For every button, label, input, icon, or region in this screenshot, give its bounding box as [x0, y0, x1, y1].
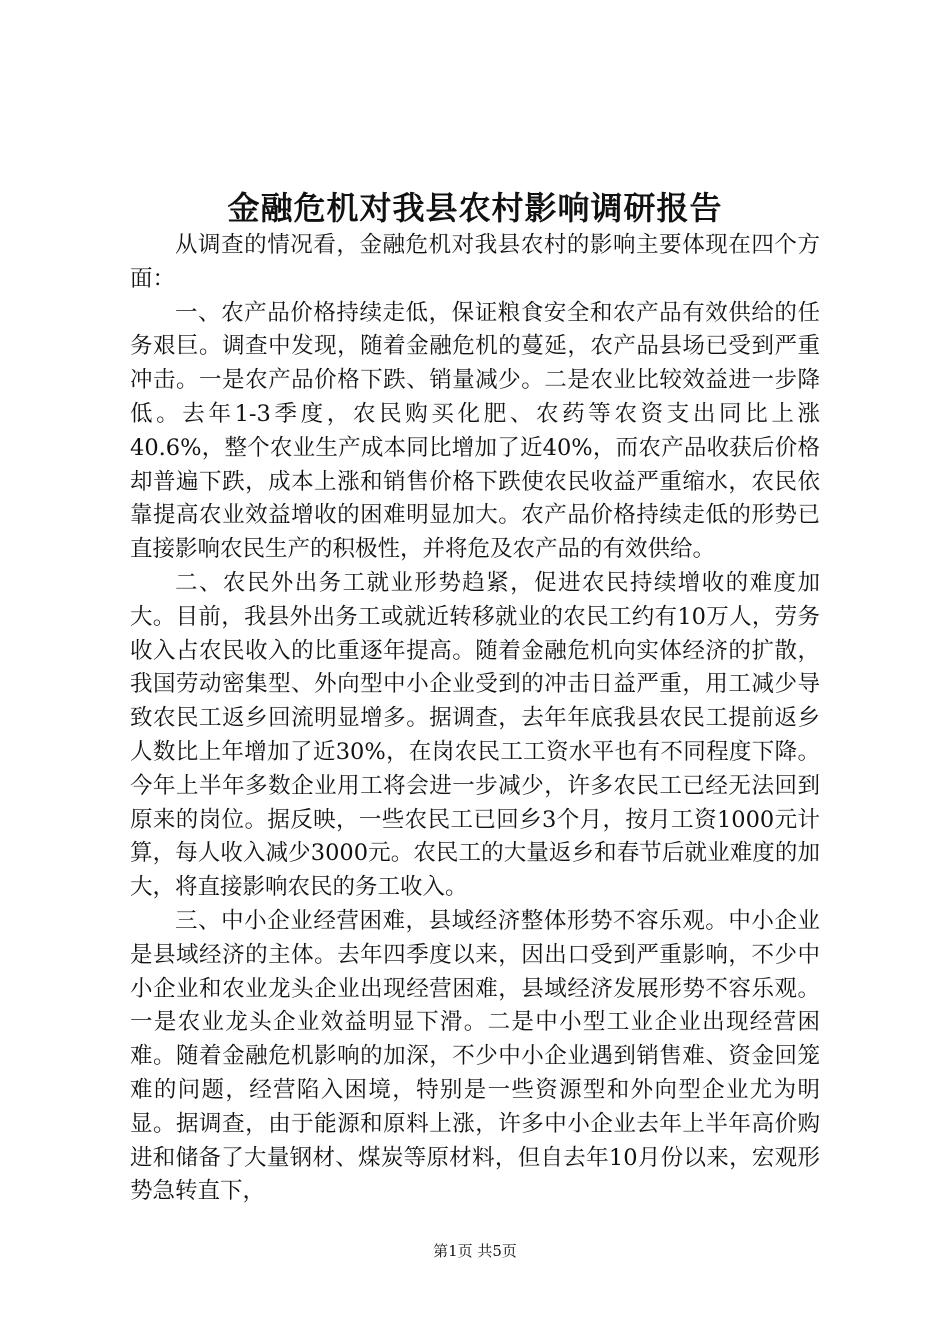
- paragraph-section-3: 三、中小企业经营困难，县域经济整体形势不容乐观。中小企业是县域经济的主体。去年四季度以来，因出口受到严重影响，不少中小企业和农业龙头企业出现经营困难，县域经济发展形势不容乐观。一是农业龙头企业效益明显下滑。二是中小型工业企业出现经营困难。随着金融危机影响的加深，不少中小企业遇到销售难、资金回笼难的问题，经营陷入困境，特别是一些资源型和外向型企业尤为明显。据调查，由于能源和原料上涨，许多中小企业去年上半年高价购进和储备了大量钢材、煤炭等原材料，但自去年10月份以来，宏观形势急转直下，: [130, 907, 820, 1205]
- paragraph-section-1: 一、农产品价格持续走低，保证粮食安全和农产品有效供给的任务艰巨。调查中发现，随着金融危机的蔓延，农产品县场已受到严重冲击。一是农产品价格下跌、销量减少。二是农业比较效益进一步降低。去年1-3季度，农民购买化肥、农药等农资支出同比上涨40.6%，整个农业生产成本同比增加了近40%，而农产品收获后价格却普遍下跌，成本上涨和销售价格下跌使农民收益严重缩水，农民依靠提高农业效益增收的困难明显加大。农产品价格持续走低的形势已直接影响农民生产的积极性，并将危及农产品的有效供给。: [130, 299, 820, 563]
- document-title: 金融危机对我县农村影响调研报告: [227, 189, 723, 227]
- document-body: [130, 229, 820, 1209]
- paragraph-intro: 从调查的情况看，金融危机对我县农村的影响主要体现在四个方面：: [130, 232, 820, 292]
- paragraph-section-2: 二、农民外出务工就业形势趋紧，促进农民持续增收的难度加大。目前，我县外出务工或就近转移就业的农民工约有10万人，劳务收入占农民收入的比重逐年提高。随着金融危机向实体经济的扩散，我国劳动密集型、外向型中小企业受到的冲击日益严重，用工减少导致农民工返乡回流明显增多。据调查，去年年底我县农民工提前返乡人数比上年增加了近30%，在岗农民工工资水平也有不同程度下降。今年上半年多数企业用工将会进一步减少，许多农民工已经无法回到原来的岗位。据反映，一些农民工已回乡3个月，按月工资1000元计算，每人收入减少3000元。农民工的大量返乡和春节后就业难度的加大，将直接影响农民的务工收入。: [130, 569, 820, 901]
- page-number-footer: 第1页 共5页: [433, 1242, 517, 1260]
